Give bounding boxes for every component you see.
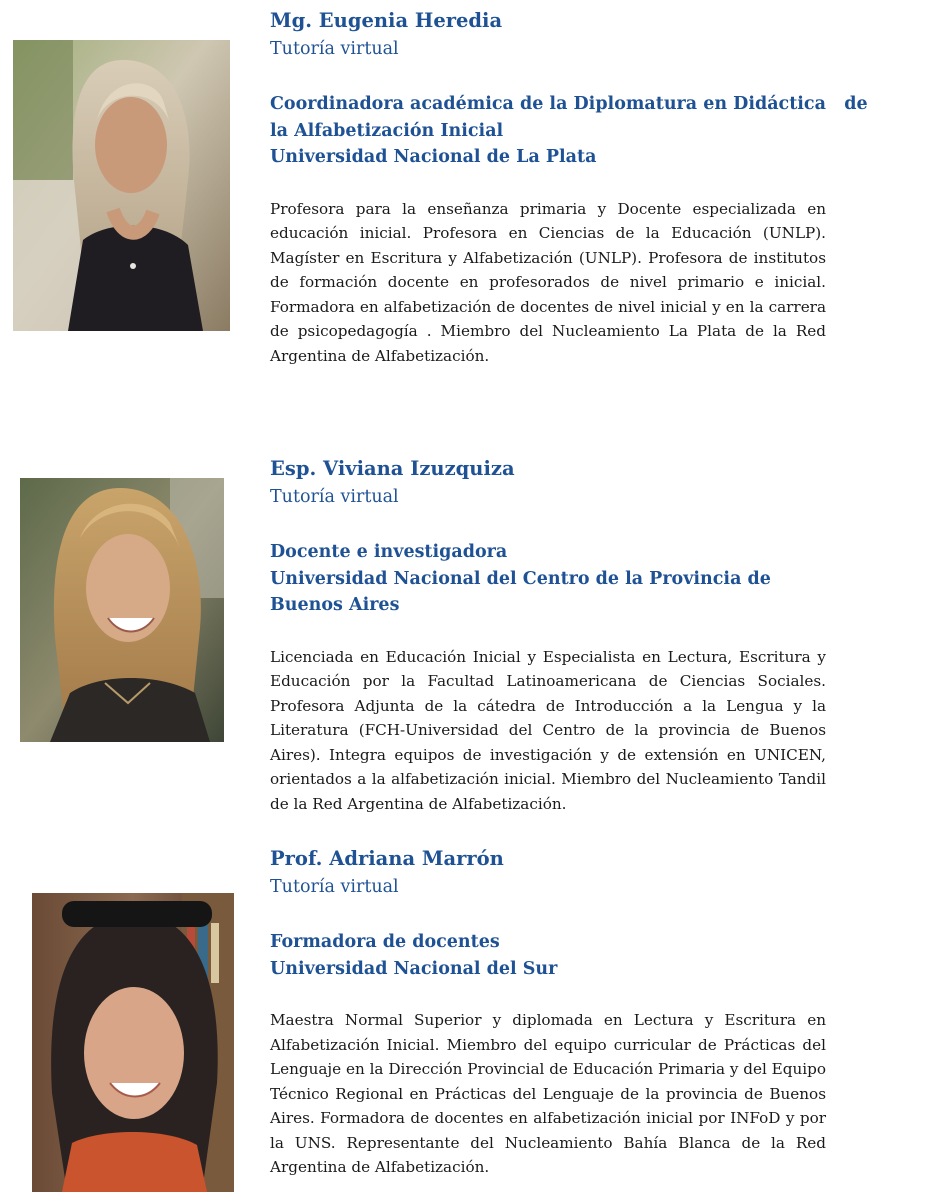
role-block xyxy=(270,91,868,171)
bio-paragraph: Profesora para la enseñanza primaria y Docente especializada en educación inicial. Profesora en Ciencias de la Educación (UNLP). Magíster en Escritura y Alfabetización (UNLP). Profesora de institutos de formación docente en profesorados de nivel primario e inicial. Formadora en alfabetización de docentes de nivel inicial y en la carrera de psicopedagogía . Miembro del Nucleamiento La Plata de la Red Argentina de Alfabetización. xyxy=(270,199,826,365)
institution-name-cont: Buenos Aires xyxy=(270,595,400,615)
role-block xyxy=(270,929,826,982)
role-line: la Alfabetización Inicial xyxy=(270,120,504,141)
role-block xyxy=(270,539,826,619)
institution-name: Universidad Nacional del Sur xyxy=(270,958,558,979)
tutoring-modality: Tutoría virtual xyxy=(270,39,399,59)
role-line: Coordinadora académica de la Diplomatura en Didáctica de xyxy=(270,94,868,114)
tutoring-modality: Tutoría virtual xyxy=(270,487,399,507)
institution-name: Universidad Nacional del Centro de la Provincia de xyxy=(270,568,771,589)
person-name: Prof. Adriana Marrón xyxy=(270,847,504,870)
bio-paragraph: Maestra Normal Superior y diplomada en Lectura y Escritura en Alfabetización Inicial. Miembro del equipo curricular de Prácticas del Lenguaje en la Dirección Provincial de Educación Primaria y del Equipo Técnico Regional en Prácticas del Lenguaje de la provincia de Buenos Aires. Formadora de docentes en alfabetización inicial por INFoD y por la UNS. Representante del Nucleamiento Bahía Blanca de la Red Argentina de Alfabetización. xyxy=(270,1011,826,1176)
bio-paragraph: Licenciada en Educación Inicial y Especialista en Lectura, Escritura y Educación por la Facultad Latinoamericana de Ciencias Sociales. Profesora Adjunta de la cátedra de Introducción a la Lengua y la Literatura (FCH-Universidad del Centro de la provincia de Buenos Aires). Integra equipos de investigación y de extensión en UNICEN, orientados a la alfabetización inicial. Miembro del Nucleamiento Tandil de la Red Argentina de Alfabetización. xyxy=(270,647,826,813)
institution-name: Universidad Nacional de La Plata xyxy=(270,147,597,167)
person-name: Esp. Viviana Izuzquiza xyxy=(270,457,515,480)
profile-photo xyxy=(32,893,234,1192)
person-name: Mg. Eugenia Heredia xyxy=(270,9,503,32)
role-line: Formadora de docentes xyxy=(270,932,500,952)
profile-photo xyxy=(13,40,230,331)
profile-photo xyxy=(20,478,224,742)
tutoring-modality: Tutoría virtual xyxy=(270,877,399,897)
role-line: Docente e investigadora xyxy=(270,542,508,562)
